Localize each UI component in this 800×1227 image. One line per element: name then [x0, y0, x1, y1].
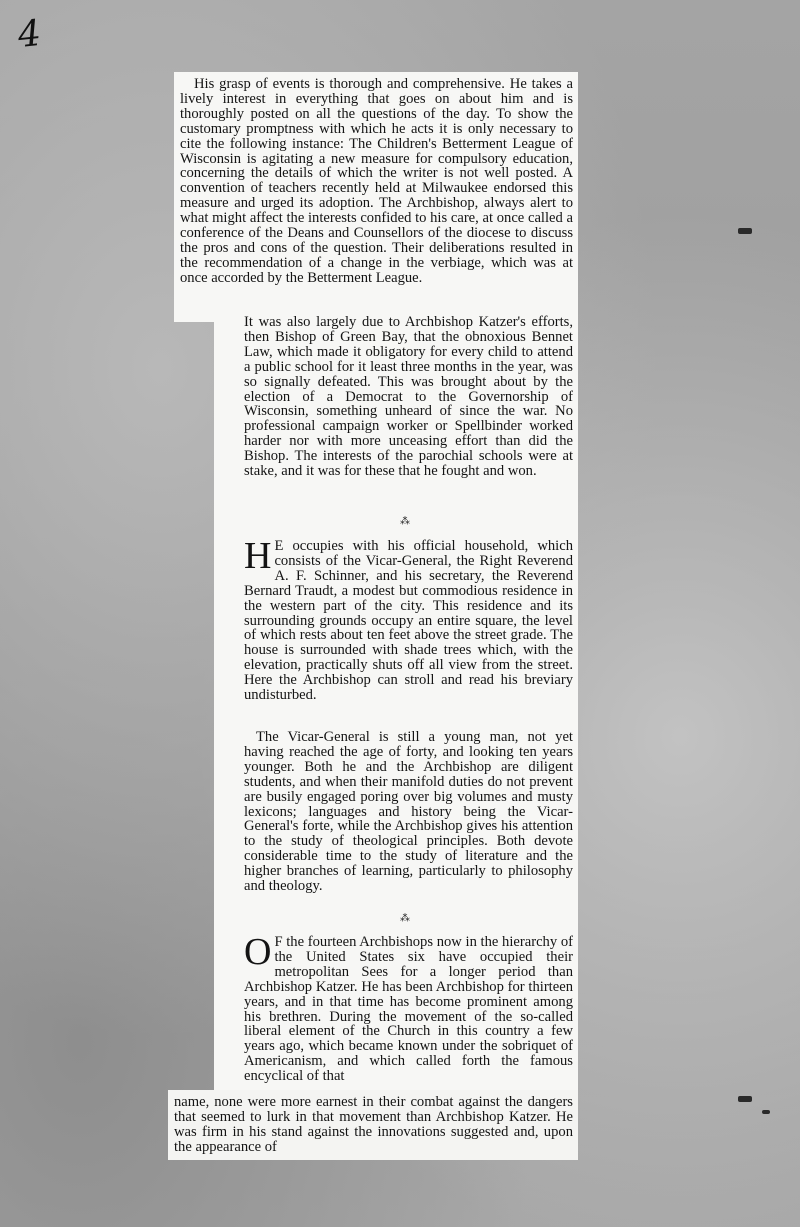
margin-mark [738, 228, 752, 234]
margin-mark [738, 1096, 752, 1102]
article-paragraph-3: The Vicar-General is still a young man, not yet having reached the age of forty, and looking ten years younger. Both he and the Archbishop are diligent students, and when their manifold duties do not prevent are busily engaged poring over big volumes and musty lexicons; languages and history being the Vicar-General's forte, while the Archbishop gives his attention to the study of theological principles. Both devote considerable time to the study of literature and the higher branches of learning, particularly to philosophy and theology. [244, 729, 573, 895]
article-paragraph-4-text: F the fourteen Archbishops now in the hierarchy of the United States six have occupied their metropolitan Sees for a longer period than Archbishop Katzer. He has been Archbishop for thirteen years, and in that time has become prominent among his brethren. During the movement of the so-called liberal element of the Church in this country a few years ago, which became known under the sobriquet of Americanism, and which called forth the famous encyclical of that [244, 934, 573, 1085]
section-separator: ⁂ [400, 913, 409, 924]
article-paragraph-4 [244, 931, 573, 1085]
drop-cap: H [244, 535, 272, 577]
article-paragraph-4-tail: name, none were more earnest in their combat against the dangers that seemed to lurk in that movement than Archbishop Katzer. He was firm in his stand against the innovations suggested and, upon the appearance of [174, 1094, 573, 1155]
article-paragraph-2 [244, 535, 573, 704]
article-paragraph-2-text: E occupies with his official household, which consists of the Vicar-General, the Right Reverend A. F. Schinner, and his secretary, the Reverend Bernard Traudt, a modest but commodious residence in the western part of the city. This residence and its surrounding grounds occupy an entire square, the level of which rests about ten feet above the street grade. The house is surrounded with shade trees which, with the elevation, practically shuts off all view from the street. Here the Archbishop can stroll and read his breviary undisturbed. [244, 538, 573, 704]
article-paragraph-1: His grasp of events is thorough and comprehensive. He takes a lively interest in everything that goes on about him and is thoroughly posted on all the questions of the day. To show the customary promptness with which he acts it is only necessary to cite the following instance: The Children's Betterment League of Wisconsin is agitating a new measure for compulsory education, concerning the details of which the writer is not well posted. A convention of teachers recently held at Milwaukee endorsed this measure and urged its adoption. The Archbishop, always alert to what might affect the interests confided to his care, at once called a conference of the Deans and Counsellors of the diocese to discuss the pros and cons of the question. Their deliberations resulted in the recommendation of a change in the verbiage, which was at once accorded by the Betterment League. [180, 76, 573, 286]
page-number: 4 [15, 12, 43, 57]
section-separator: ⁂ [400, 516, 409, 527]
article-paragraph-1-continued: It was also largely due to Archbishop Katzer's efforts, then Bishop of Green Bay, that the obnoxious Bennet Law, which made it obligatory for every child to attend a public school for it least three months in the year, was so signally defeated. This was brought about by the election of a Democrat to the Governorship of Wisconsin, something unheard of since the war. No professional campaign worker or Spellbinder worked harder nor with more unceasing effort than did the Bishop. The interests of the parochial schools were at stake, and it was for these that he fought and won. [244, 314, 573, 480]
margin-mark [762, 1110, 770, 1114]
drop-cap: O [244, 931, 272, 973]
